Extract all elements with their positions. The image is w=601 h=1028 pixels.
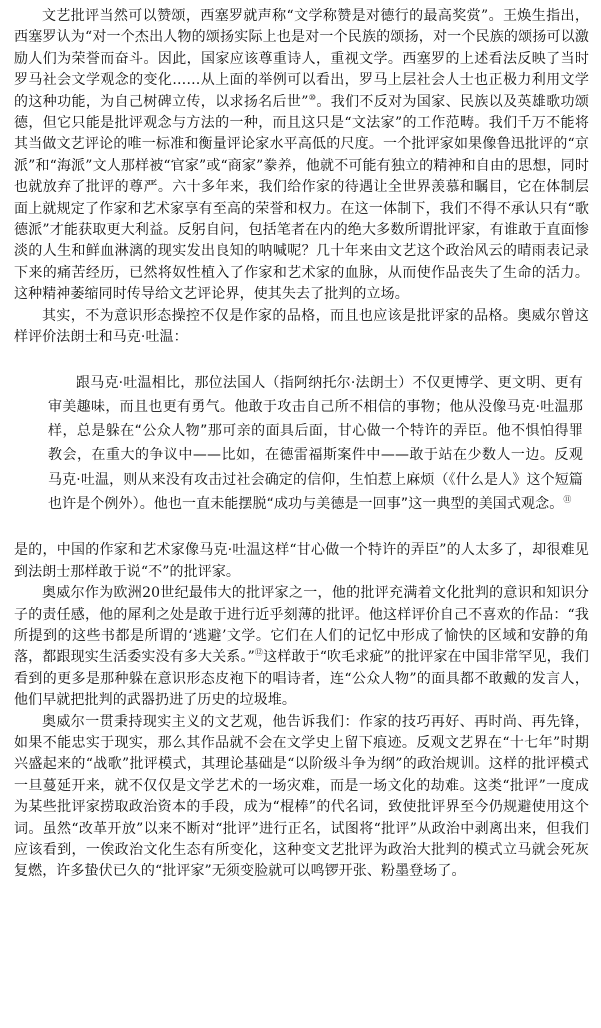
block-quote-body: 跟马克·吐温相比，那位法国人（指阿纳托尔·法朗士）不仅更博学、更文明、更有审美趣味，而且也更有勇气。他敢于攻击自己所不相信的事物；他从没像马克·吐温那样，总是躲在“公众人物”那可亲的面具后面，甘心做一个特许的弄臣。他不惧怕得罪教会，在重大的争议中——比如，在德雷福斯案件中——敢于站在少数人一边。反观马克·吐温，则从来没有攻击过社会确定的信仰，生怕惹上麻烦（《什么是人》这个短篇也许是个例外）。他也一直未能摆脱“成功与美德是一回事”这一典型的美国式观念。 xyxy=(48,374,583,512)
footnote-marker-10[interactable]: ⑩ xyxy=(308,92,317,102)
paragraph-1 xyxy=(14,6,589,306)
block-quote xyxy=(14,371,589,517)
block-quote-text xyxy=(48,371,583,517)
paragraph-4 xyxy=(14,583,589,711)
paragraph-5: 奥威尔一贯秉持现实主义的文艺观，他告诉我们：作家的技巧再好、再时尚、再先锋，如果不能忠实于现实，那么其作品就不会在文学史上留下痕迹。反观文艺界在“十七年”时期兴盛起来的“战歌”批评模式，其理论基础是“以阶级斗争为纲”的政治规训。这样的批评模式一旦蔓延开来，就不仅仅是文学艺术的一场灾难，而是一场文化的劫难。这类“批评”一度成为某些批评家捞取政治资本的手段，成为“棍棒”的代名词，致使批评界至今仍规避使用这个词。虽然“改革开放”以来不断对“批评”进行正名，试图将“批评”从政治中剥离出来，但我们应该看到，一俟政治文化生态有所变化，这种变文艺批评为政治大批判的模式立马就会死灰复燃，许多蛰伏已久的“批评家”无须变脸就可以鸣锣开张、粉墨登场了。 xyxy=(14,713,589,880)
footnote-marker-11[interactable]: ⑪ xyxy=(563,494,572,504)
footnote-marker-12[interactable]: ⑫ xyxy=(254,648,264,658)
paragraph-2: 其实，不为意识形态操控不仅是作家的品格，而且也应该是批评家的品格。奥威尔曾这样评价法朗士和马克·吐温： xyxy=(14,307,589,346)
paragraph-1-text-b: 。我们不反对为国家、民族以及英雄歌功颂德，但它只能是批评观念与方法的一种，而且这只是“文法家”的工作范畴。我们千万不能将其当做文艺评论的唯一标准和衡量评论家水平高低的尺度。一个批评家如果像鲁迅批评的“京派”和“海派”文人那样被“官家”或“商家”豢养，他就不可能有独立的精神和自由的思想，同时也就放弃了批评的尊严。六十多年来，我们给作家的待遇让全世界羡慕和瞩目，它在体制层面上就规定了作家和艺术家享有至高的荣誉和权力。在这一体制下，我们不得不承认只有“歌德派”才能获取更大利益。反躬自问，包括笔者在内的绝大多数所谓批评家，有谁敢于直面惨淡的人生和鲜血淋漓的现实发出良知的呐喊呢？几十年来由文艺这个政治风云的晴雨表记录下来的痛苦经历，已然将奴性植入了作家和艺术家的血脉，从而使作品丧失了生命的活力。这种精神萎缩同时传导给文艺评论界，使其失去了批判的立场。 xyxy=(14,93,589,303)
paragraph-4-text-a: 奥威尔作为欧洲20世纪最伟大的批评家之一，他的批评充满着文化批判的意识和知识分子的责任感，他的犀利之处是敢于进行近乎刻薄的批评。他这样评价自己不喜欢的作品：“我所提到的这些书都是所谓的‘逃避’文学。它们在人们的记忆中形成了愉快的区域和安静的角落，都跟现实生活委实没有多大关系。” xyxy=(14,585,589,666)
paragraph-3: 是的，中国的作家和艺术家像马克·吐温这样“甘心做一个特许的弄臣”的人太多了，却很难见到法朗士那样敢于说“不”的批评家。 xyxy=(14,542,589,580)
paragraph-1-text-a: 文艺批评当然可以赞颂，西塞罗就声称“文学称赞是对德行的最高奖赏”。王焕生指出，西塞罗认为“对一个杰出人物的颂扬实际上也是对一个民族的颂扬，对一个民族的颂扬可以激励人们为荣誉而奋斗。因此，国家应该尊重诗人，重视文学。西塞罗的上述看法反映了当时罗马社会文学观念的变化……从上面的举例可以看出，罗马上层社会人士也正极力利用文学的这种功能，为自己树碑立传，以求扬名后世” xyxy=(14,8,589,110)
paragraph-4-text-b: 这样敢于“吹毛求疵”的批评家在中国非常罕见，我们看到的更多是那种躲在意识形态皮袍下的唱诗者，连“公众人物”的面具都不敢戴的发言人，他们早就把批判的武器扔进了历史的垃圾堆。 xyxy=(14,649,589,709)
